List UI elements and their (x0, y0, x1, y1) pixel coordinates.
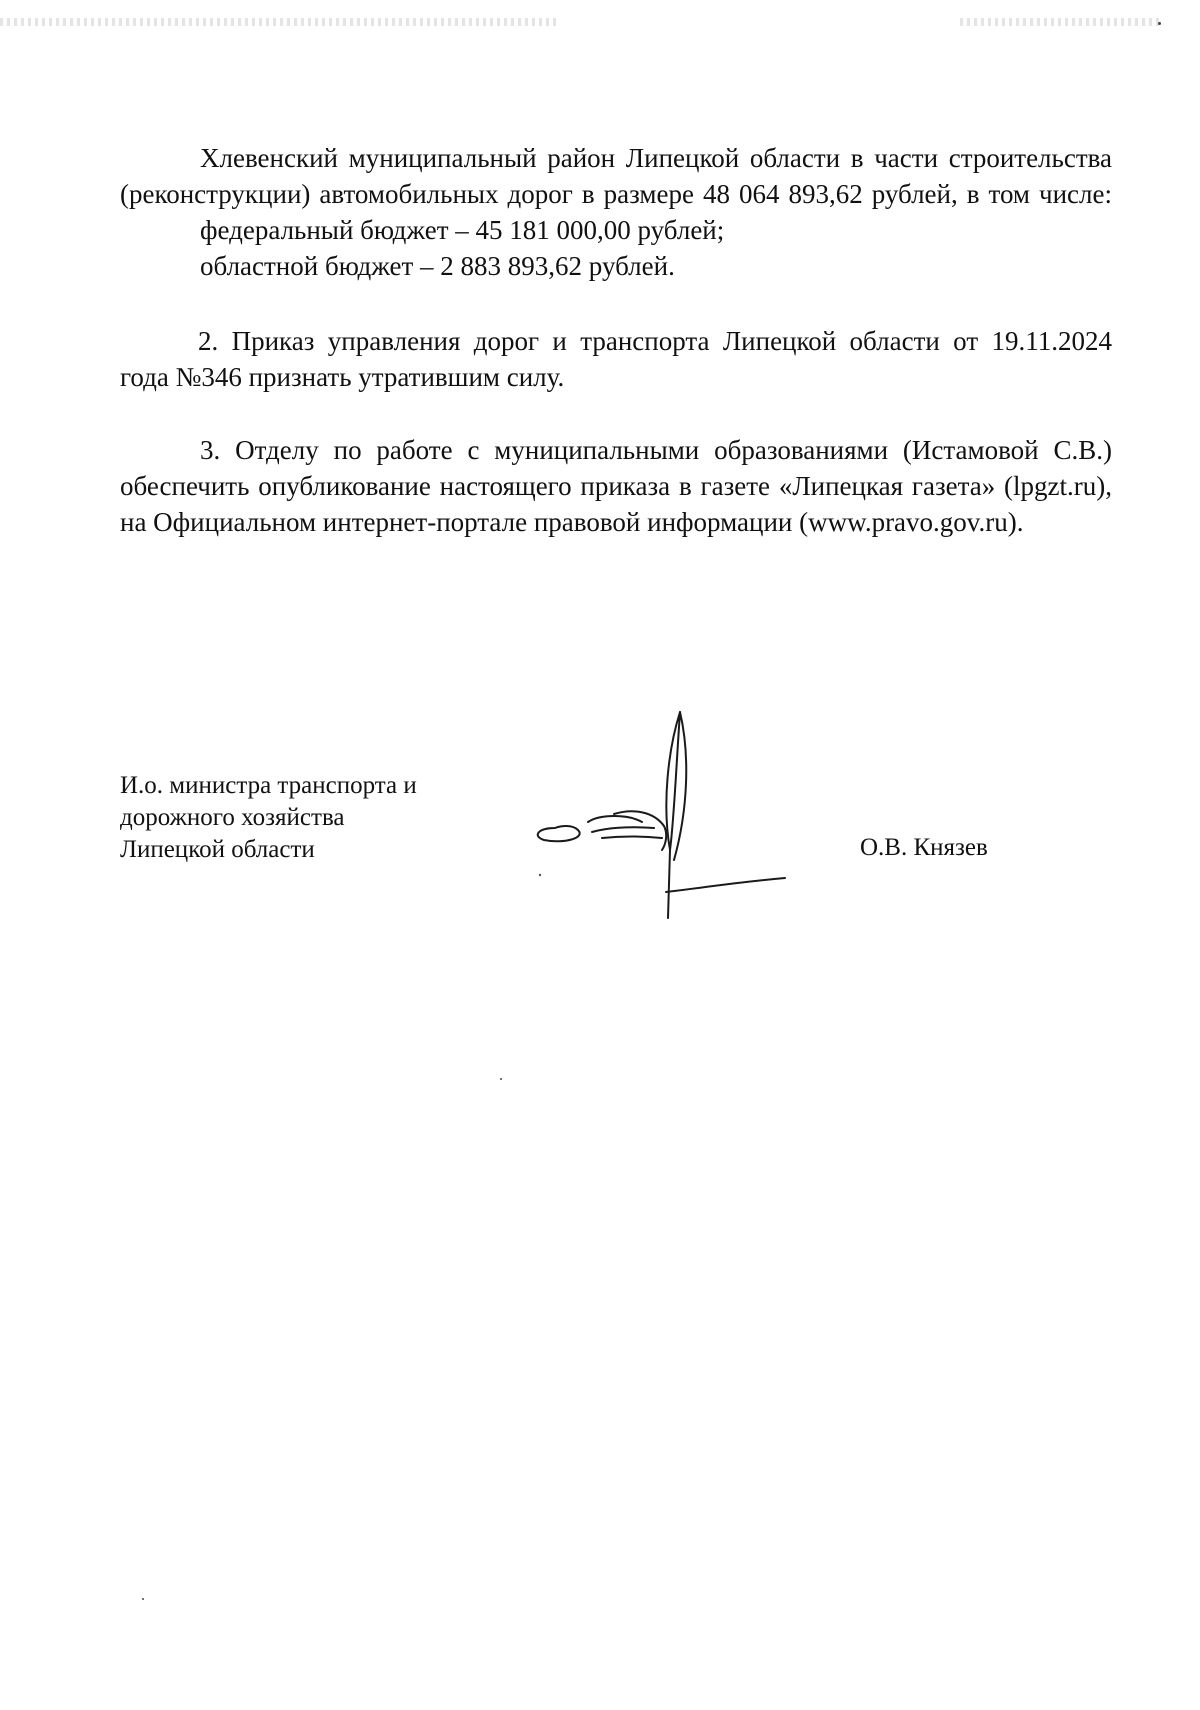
scan-speck (500, 1078, 502, 1080)
paragraph-2-line-1: 2. Приказ управления дорог и транспорта Липецкой области от 19.11.2024 (198, 326, 1112, 356)
signatory-title (120, 770, 417, 866)
paragraph-1-line-1: Хлевенский муниципальный район Липецкой области в части строительства (200, 143, 1112, 173)
paragraph-2-line-2: года №346 признать утратившим силу. (120, 362, 565, 392)
paragraph-1-line-4: областной бюджет – 2 883 893,62 рублей. (200, 251, 675, 281)
signatory-title-line-3: Липецкой области (120, 836, 315, 863)
paragraph-3 (120, 432, 1112, 540)
signatory-name: О.В. Князев (860, 834, 988, 861)
paragraph-3-line-1: 3. Отделу по работе с муниципальными образованиями (Истамовой С.В.) (200, 435, 1112, 465)
paragraph-1 (120, 140, 1112, 284)
scan-artifact-left (0, 18, 560, 26)
handwritten-signature (530, 710, 800, 930)
scan-artifact-right (960, 18, 1160, 26)
paragraph-1-line-3: федеральный бюджет – 45 181 000,00 рублей; (200, 215, 725, 245)
paragraph-1-line-2: (реконструкции) автомобильных дорог в размере 48 064 893,62 рублей, в том числе: (120, 179, 1112, 209)
signatory-title-line-2: дорожного хозяйства (120, 804, 345, 831)
paragraph-3-line-2: обеспечить опубликование настоящего приказа в газете «Липецкая газета» (lpgzt.ru), (120, 471, 1112, 501)
signatory-title-line-1: И.о. министра транспорта и (120, 772, 417, 799)
scan-speck (142, 1598, 144, 1600)
scan-speck (1158, 22, 1161, 25)
paragraph-2 (120, 323, 1112, 395)
paragraph-3-line-3: на Официальном интернет-портале правовой информации (www.pravo.gov.ru). (120, 507, 1024, 537)
